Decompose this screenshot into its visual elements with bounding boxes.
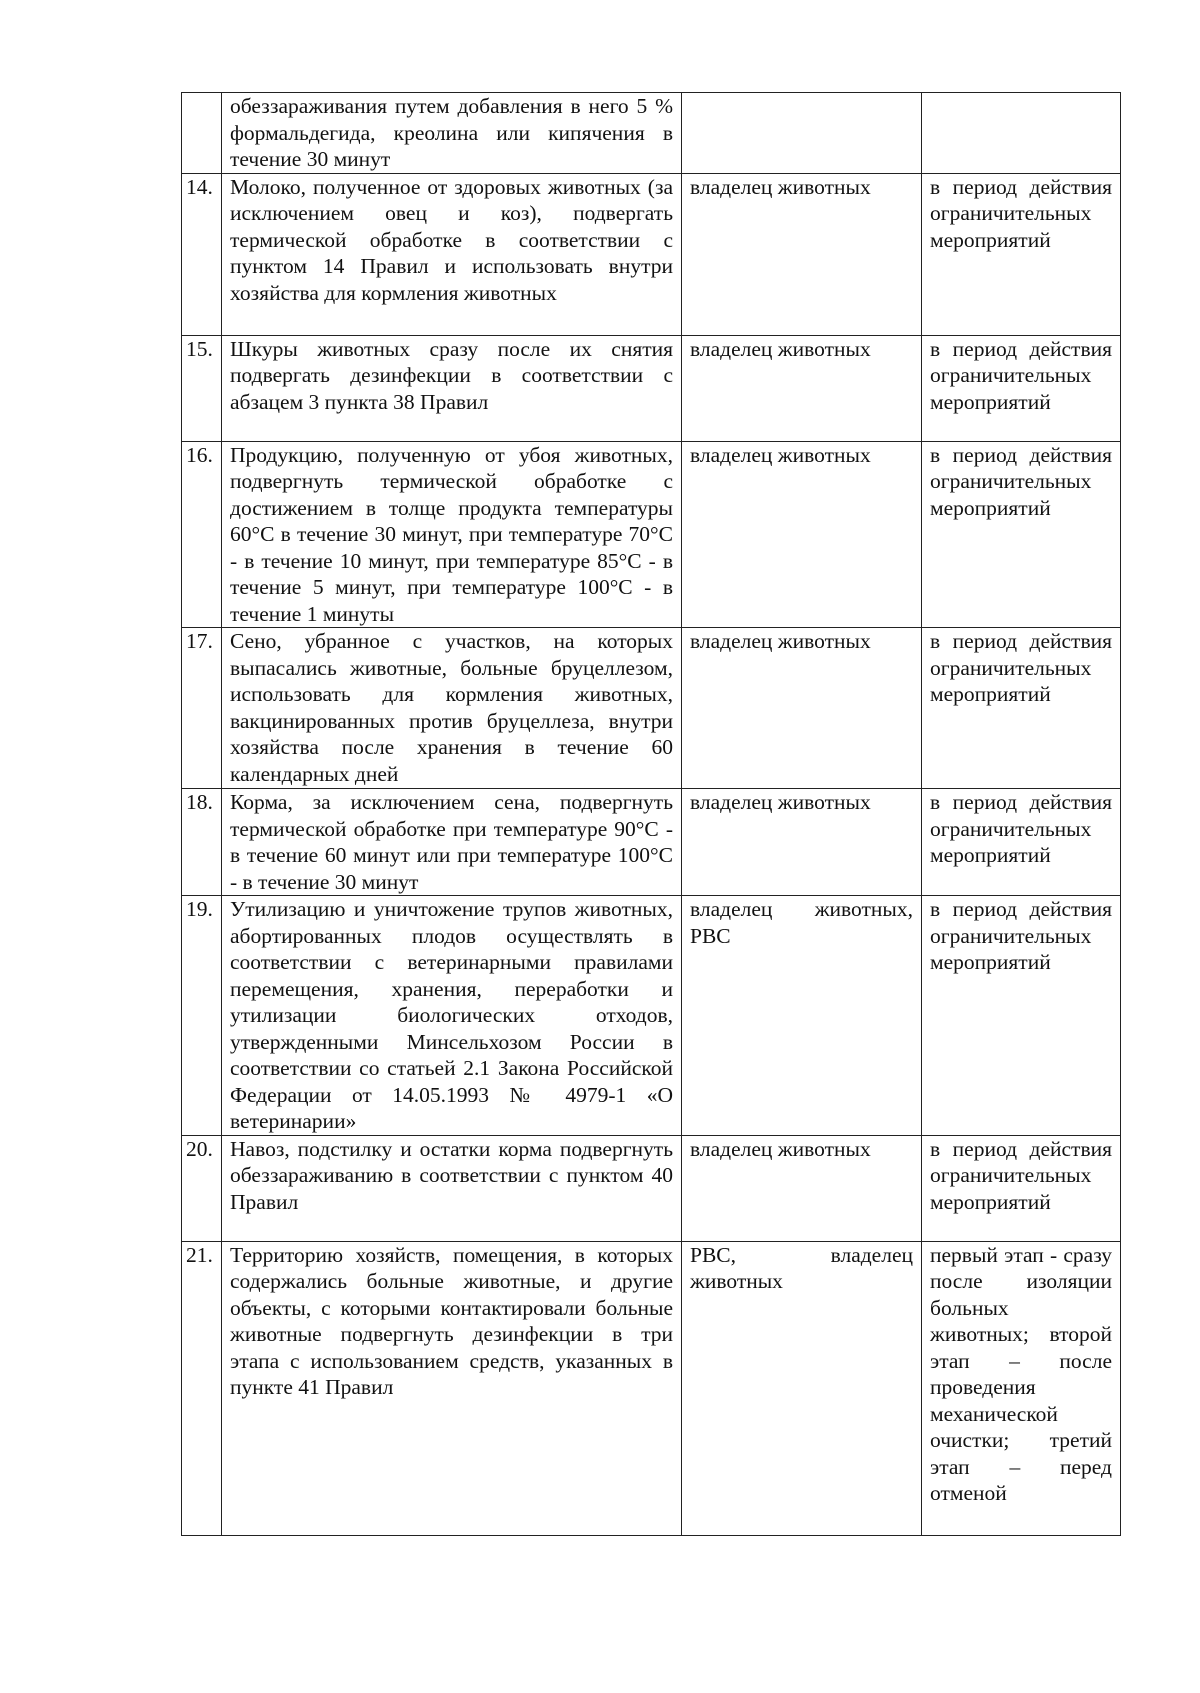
table-row — [182, 441, 1121, 628]
deadline-term: в период действия ограничительных мероприятий — [922, 1135, 1121, 1241]
responsible-party: владелец животных — [682, 789, 922, 896]
measure-text: Утилизацию и уничтожение трупов животных, абортированных плодов осуществлять в соответствии с ветеринарными правилами перемещения, хранения, переработки и утилизации биологических отходов, утвержденными Минсельхозом России в соответствии со статьей 2.1 Закона Российской Федерации от 14.05.1993 № 4979-1 «О ветеринарии» — [222, 896, 682, 1136]
deadline-term: в период действия ограничительных мероприятий — [922, 335, 1121, 441]
table-row — [182, 628, 1121, 789]
measures-table — [181, 92, 1121, 1536]
measure-text: Территорию хозяйств, помещения, в которых содержались больные животные, и другие объекты, с которыми контактировали больные животные подвергнуть дезинфекции в три этапа с использованием средств, указанных в пункте 41 Правил — [222, 1241, 682, 1535]
table-row — [182, 93, 1121, 174]
deadline-term: в период действия ограничительных мероприятий — [922, 628, 1121, 789]
row-number: 15. — [182, 335, 222, 441]
responsible-party — [682, 93, 922, 174]
deadline-term: в период действия ограничительных мероприятий — [922, 789, 1121, 896]
table-row — [182, 896, 1121, 1136]
measure-text: Навоз, подстилку и остатки корма подвергнуть обеззараживанию в соответствии с пунктом 40 Правил — [222, 1135, 682, 1241]
measure-text: Продукцию, полученную от убоя животных, подвергнуть термической обработке с достижением в толще продукта температуры 60°С в течение 30 минут, при температуре 70°С - в течение 10 минут, при температуре 85°С - в течение 5 минут, при температуре 100°С - в течение 1 минуты — [222, 441, 682, 628]
row-number: 17. — [182, 628, 222, 789]
responsible-party: РВС, владелец животных — [682, 1241, 922, 1535]
deadline-term: в период действия ограничительных мероприятий — [922, 441, 1121, 628]
row-number: 18. — [182, 789, 222, 896]
row-number — [182, 93, 222, 174]
measure-text: Корма, за исключением сена, подвергнуть термической обработке при температуре 90°С - в течение 60 минут или при температуре 100°С - в течение 30 минут — [222, 789, 682, 896]
responsible-party: владелец животных — [682, 1135, 922, 1241]
measure-text: Сено, убранное с участков, на которых выпасались животные, больные бруцеллезом, использовать для кормления животных, вакцинированных против бруцеллеза, внутри хозяйства после хранения в течение 60 календарных дней — [222, 628, 682, 789]
deadline-term: первый этап - сразу после изоляции больных животных; второй этап – после проведения механической очистки; третий этап – перед отменой — [922, 1241, 1121, 1535]
row-number: 21. — [182, 1241, 222, 1535]
deadline-term: в период действия ограничительных мероприятий — [922, 173, 1121, 335]
row-number: 16. — [182, 441, 222, 628]
responsible-party: владелец животных — [682, 335, 922, 441]
table-row — [182, 1241, 1121, 1535]
table-row — [182, 335, 1121, 441]
measure-text: Шкуры животных сразу после их снятия подвергать дезинфекции в соответствии с абзацем 3 пункта 38 Правил — [222, 335, 682, 441]
responsible-party: владелец животных — [682, 173, 922, 335]
responsible-party: владелец животных, РВС — [682, 896, 922, 1136]
row-number: 19. — [182, 896, 222, 1136]
deadline-term: в период действия ограничительных мероприятий — [922, 896, 1121, 1136]
row-number: 20. — [182, 1135, 222, 1241]
responsible-party: владелец животных — [682, 441, 922, 628]
table-row — [182, 1135, 1121, 1241]
row-number: 14. — [182, 173, 222, 335]
measure-text: обеззараживания путем добавления в него 5 % формальдегида, креолина или кипячения в течение 30 минут — [222, 93, 682, 174]
deadline-term — [922, 93, 1121, 174]
table-row — [182, 789, 1121, 896]
measure-text: Молоко, полученное от здоровых животных (за исключением овец и коз), подвергать термической обработке в соответствии с пунктом 14 Правил и использовать внутри хозяйства для кормления животных — [222, 173, 682, 335]
responsible-party: владелец животных — [682, 628, 922, 789]
table-row — [182, 173, 1121, 335]
